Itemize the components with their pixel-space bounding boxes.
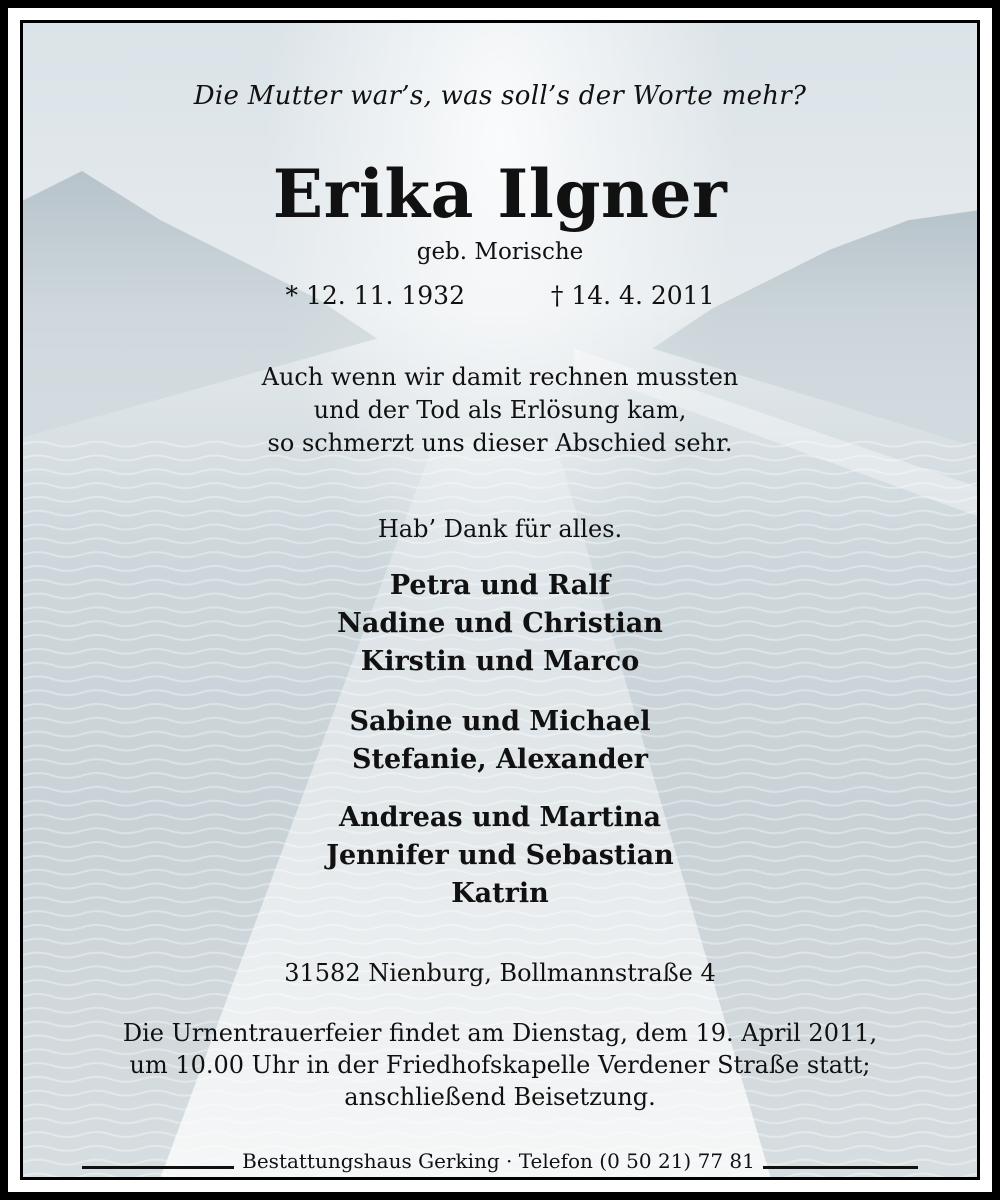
family-address: 31582 Nienburg, Bollmannstraße 4 (284, 959, 716, 987)
verse-line: so schmerzt uns dieser Abschied sehr. (267, 429, 733, 457)
family-group (23, 567, 977, 681)
life-dates (23, 281, 977, 310)
funeral-home-footer (23, 1147, 977, 1175)
obituary-content (23, 23, 977, 1177)
mourner-name: Stefanie, Alexander (351, 744, 648, 775)
ceremony-info (23, 1017, 977, 1113)
verse-line: Auch wenn wir damit rechnen mussten (261, 363, 739, 391)
birth-date: * 12. 11. 1932 (285, 281, 465, 310)
family-group (23, 799, 977, 913)
thanks-line: Hab’ Dank für alles. (377, 515, 623, 543)
obituary-frame (20, 20, 980, 1180)
mourner-name: Jennifer und Sebastian (326, 840, 674, 871)
mourner-name: Kirstin und Marco (360, 646, 640, 677)
footer-rule-left (82, 1166, 234, 1169)
death-date: † 14. 4. 2011 (550, 281, 715, 310)
mourner-name: Sabine und Michael (349, 706, 651, 737)
funeral-home-contact: Bestattungshaus Gerking · Telefon (0 50 21) 77 81 (242, 1149, 755, 1173)
mourner-name: Petra und Ralf (389, 570, 611, 601)
memorial-verse (23, 361, 977, 460)
motto-quote: Die Mutter war’s, was soll’s der Worte mehr? (193, 81, 807, 111)
mourner-name: Andreas und Martina (339, 802, 661, 833)
outer-frame (8, 8, 992, 1192)
family-group (23, 703, 977, 779)
mourner-name: Katrin (451, 878, 549, 909)
ceremony-line: Die Urnentrauerfeier findet am Dienstag, dem 19. April 2011, (122, 1019, 878, 1047)
verse-line: und der Tod als Erlösung kam, (313, 396, 687, 424)
deceased-name: Erika Ilgner (272, 155, 728, 233)
birth-name: geb. Morische (416, 239, 584, 265)
mourner-name: Nadine und Christian (337, 608, 663, 639)
ceremony-line: um 10.00 Uhr in der Friedhofskapelle Verdener Straße statt; (129, 1051, 871, 1079)
ceremony-line: anschließend Beisetzung. (344, 1083, 656, 1111)
footer-rule-right (763, 1166, 918, 1169)
